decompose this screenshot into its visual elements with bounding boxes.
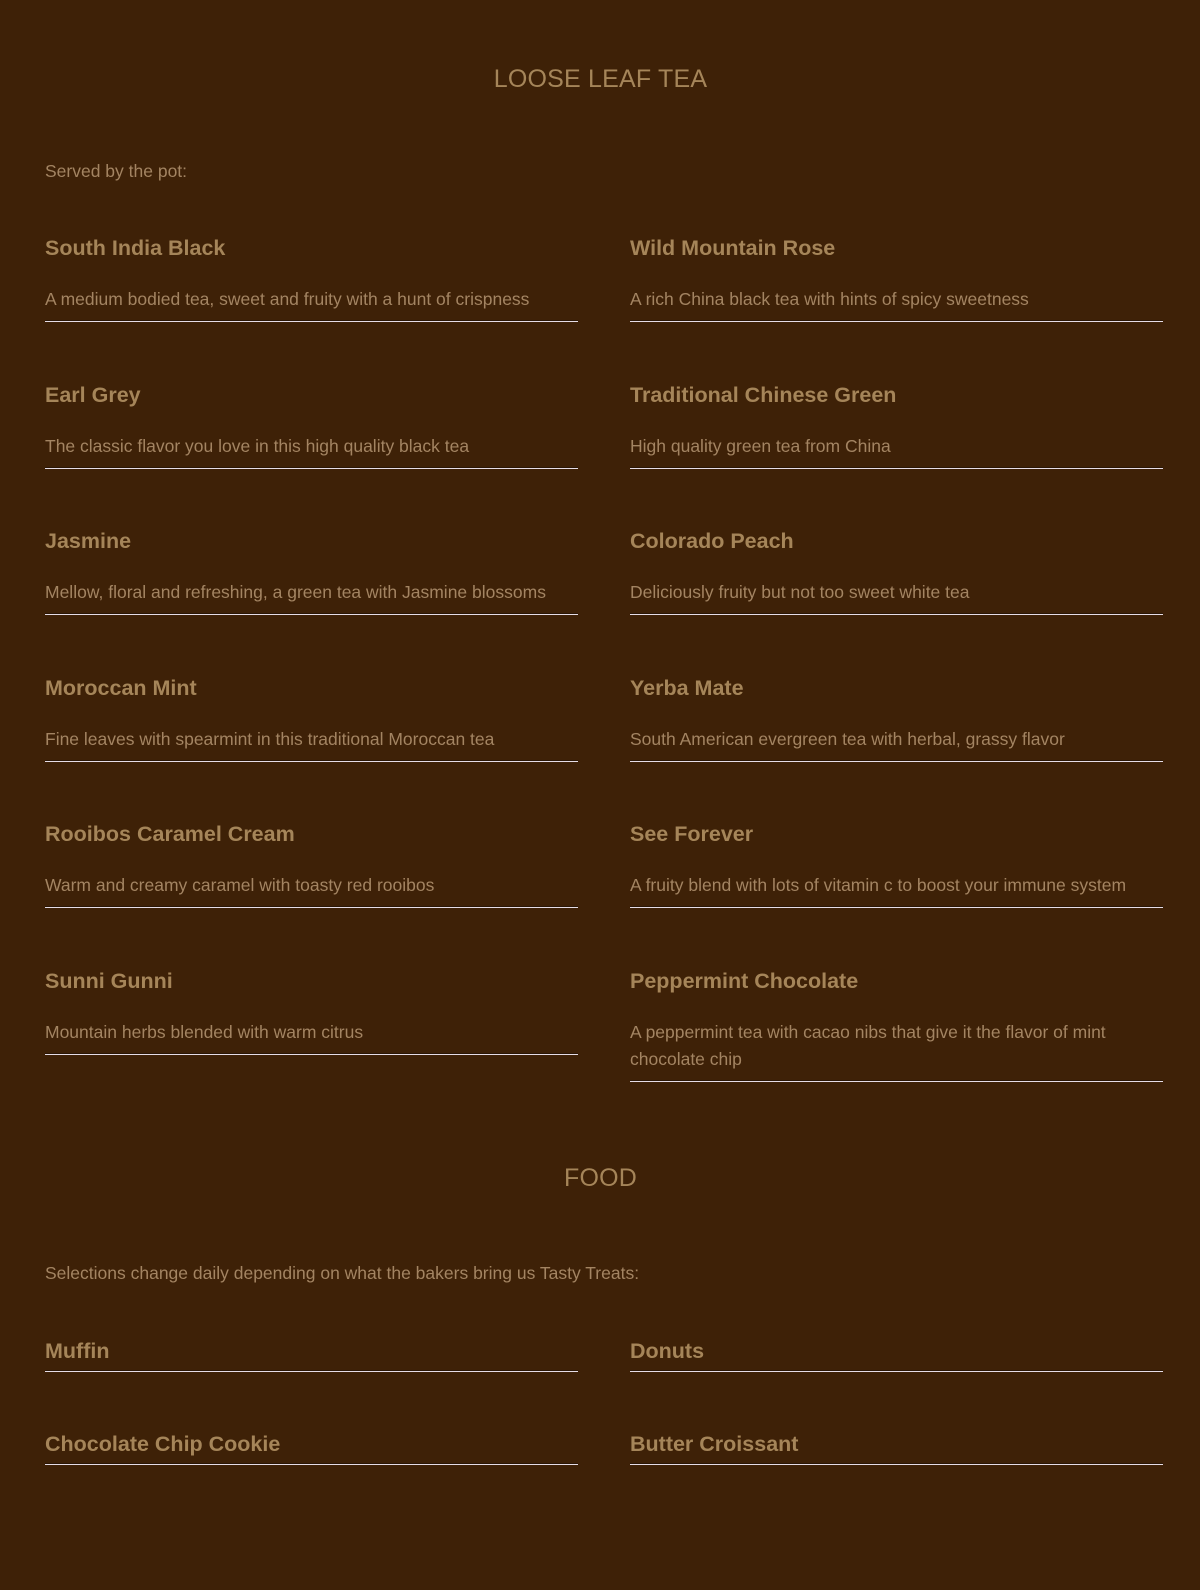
menu-item-yerba-mate [630,664,1163,811]
food-list [45,1327,1156,1513]
item-name: Jasmine [45,529,132,553]
item-description: A medium bodied tea, sweet and fruity with a hunt of crispness [45,289,530,309]
menu-item-moroccan-mint [45,664,578,811]
divider [45,1053,578,1055]
item-description: Mellow, floral and refreshing, a green tea with Jasmine blossoms [45,582,546,602]
item-name: Traditional Chinese Green [630,382,897,407]
menu-item-colorado-peach [630,517,1163,664]
divider [45,760,578,762]
item-name: Muffin [45,1339,110,1363]
item-description: The classic flavor you love in this high quality black tea [45,435,470,456]
food-section [45,1163,1156,1513]
item-description: A fruity blend with lots of vitamin c to boost your immune system [630,875,1127,895]
divider [45,613,578,615]
section-title-food: FOOD [563,1164,638,1192]
item-name: South India Black [45,236,226,260]
item-name: Moroccan Mint [45,675,197,700]
item-name: Wild Mountain Rose [630,236,836,260]
item-name: Sunni Gunni [45,968,173,993]
item-description: A peppermint tea with cacao nibs that give it the flavor of mint chocolate chip [630,1021,1106,1069]
divider [45,320,578,322]
menu-item-chocolate-chip-cookie [45,1420,578,1513]
item-description: Warm and creamy caramel with toasty red rooibos [45,875,435,895]
item-name: Peppermint Chocolate [630,968,859,993]
menu-item-donuts [630,1327,1163,1420]
divider [630,613,1163,615]
menu-item-jasmine [45,517,578,664]
divider [630,1370,1163,1372]
tea-intro: Served by the pot: [45,161,188,181]
menu-item-peppermint-chocolate [630,957,1163,1104]
menu-item-butter-croissant [630,1420,1163,1513]
menu-item-traditional-chinese-green [630,371,1163,518]
item-description: Mountain herbs blended with warm citrus [45,1021,364,1042]
item-name: Butter Croissant [630,1432,799,1456]
item-name: Colorado Peach [630,529,794,553]
item-name: See Forever [630,822,754,846]
food-intro: Selections change daily depending on what the bakers bring us Tasty Treats: [45,1263,640,1283]
divider [630,320,1163,322]
menu-item-wild-mountain-rose [630,224,1163,371]
menu-item-muffin [45,1327,578,1420]
loose-leaf-tea-section [45,0,1156,1103]
menu-item-see-forever [630,810,1163,957]
item-name: Chocolate Chip Cookie [45,1432,281,1456]
item-name: Earl Grey [45,382,141,407]
item-description: High quality green tea from China [630,435,891,456]
menu-item-rooibos-caramel-cream [45,810,578,957]
item-description: Deliciously fruity but not too sweet white tea [630,582,970,602]
section-title-tea: LOOSE LEAF TEA [493,65,708,93]
divider [630,467,1163,469]
divider [630,1463,1163,1465]
tea-list [45,224,1156,1103]
divider [45,906,578,908]
item-name: Donuts [630,1339,705,1363]
divider [45,1370,578,1372]
item-name: Rooibos Caramel Cream [45,822,295,846]
divider [630,906,1163,908]
divider [45,467,578,469]
divider [630,1080,1163,1082]
divider [45,1463,578,1465]
menu-item-south-india-black [45,224,578,371]
menu-item-sunni-gunni [45,957,578,1104]
item-description: South American evergreen tea with herbal, grassy flavor [630,728,1065,749]
menu-item-earl-grey [45,371,578,518]
item-name: Yerba Mate [630,675,744,700]
item-description: Fine leaves with spearmint in this traditional Moroccan tea [45,728,495,749]
item-description: A rich China black tea with hints of spicy sweetness [630,289,1029,309]
divider [630,760,1163,762]
